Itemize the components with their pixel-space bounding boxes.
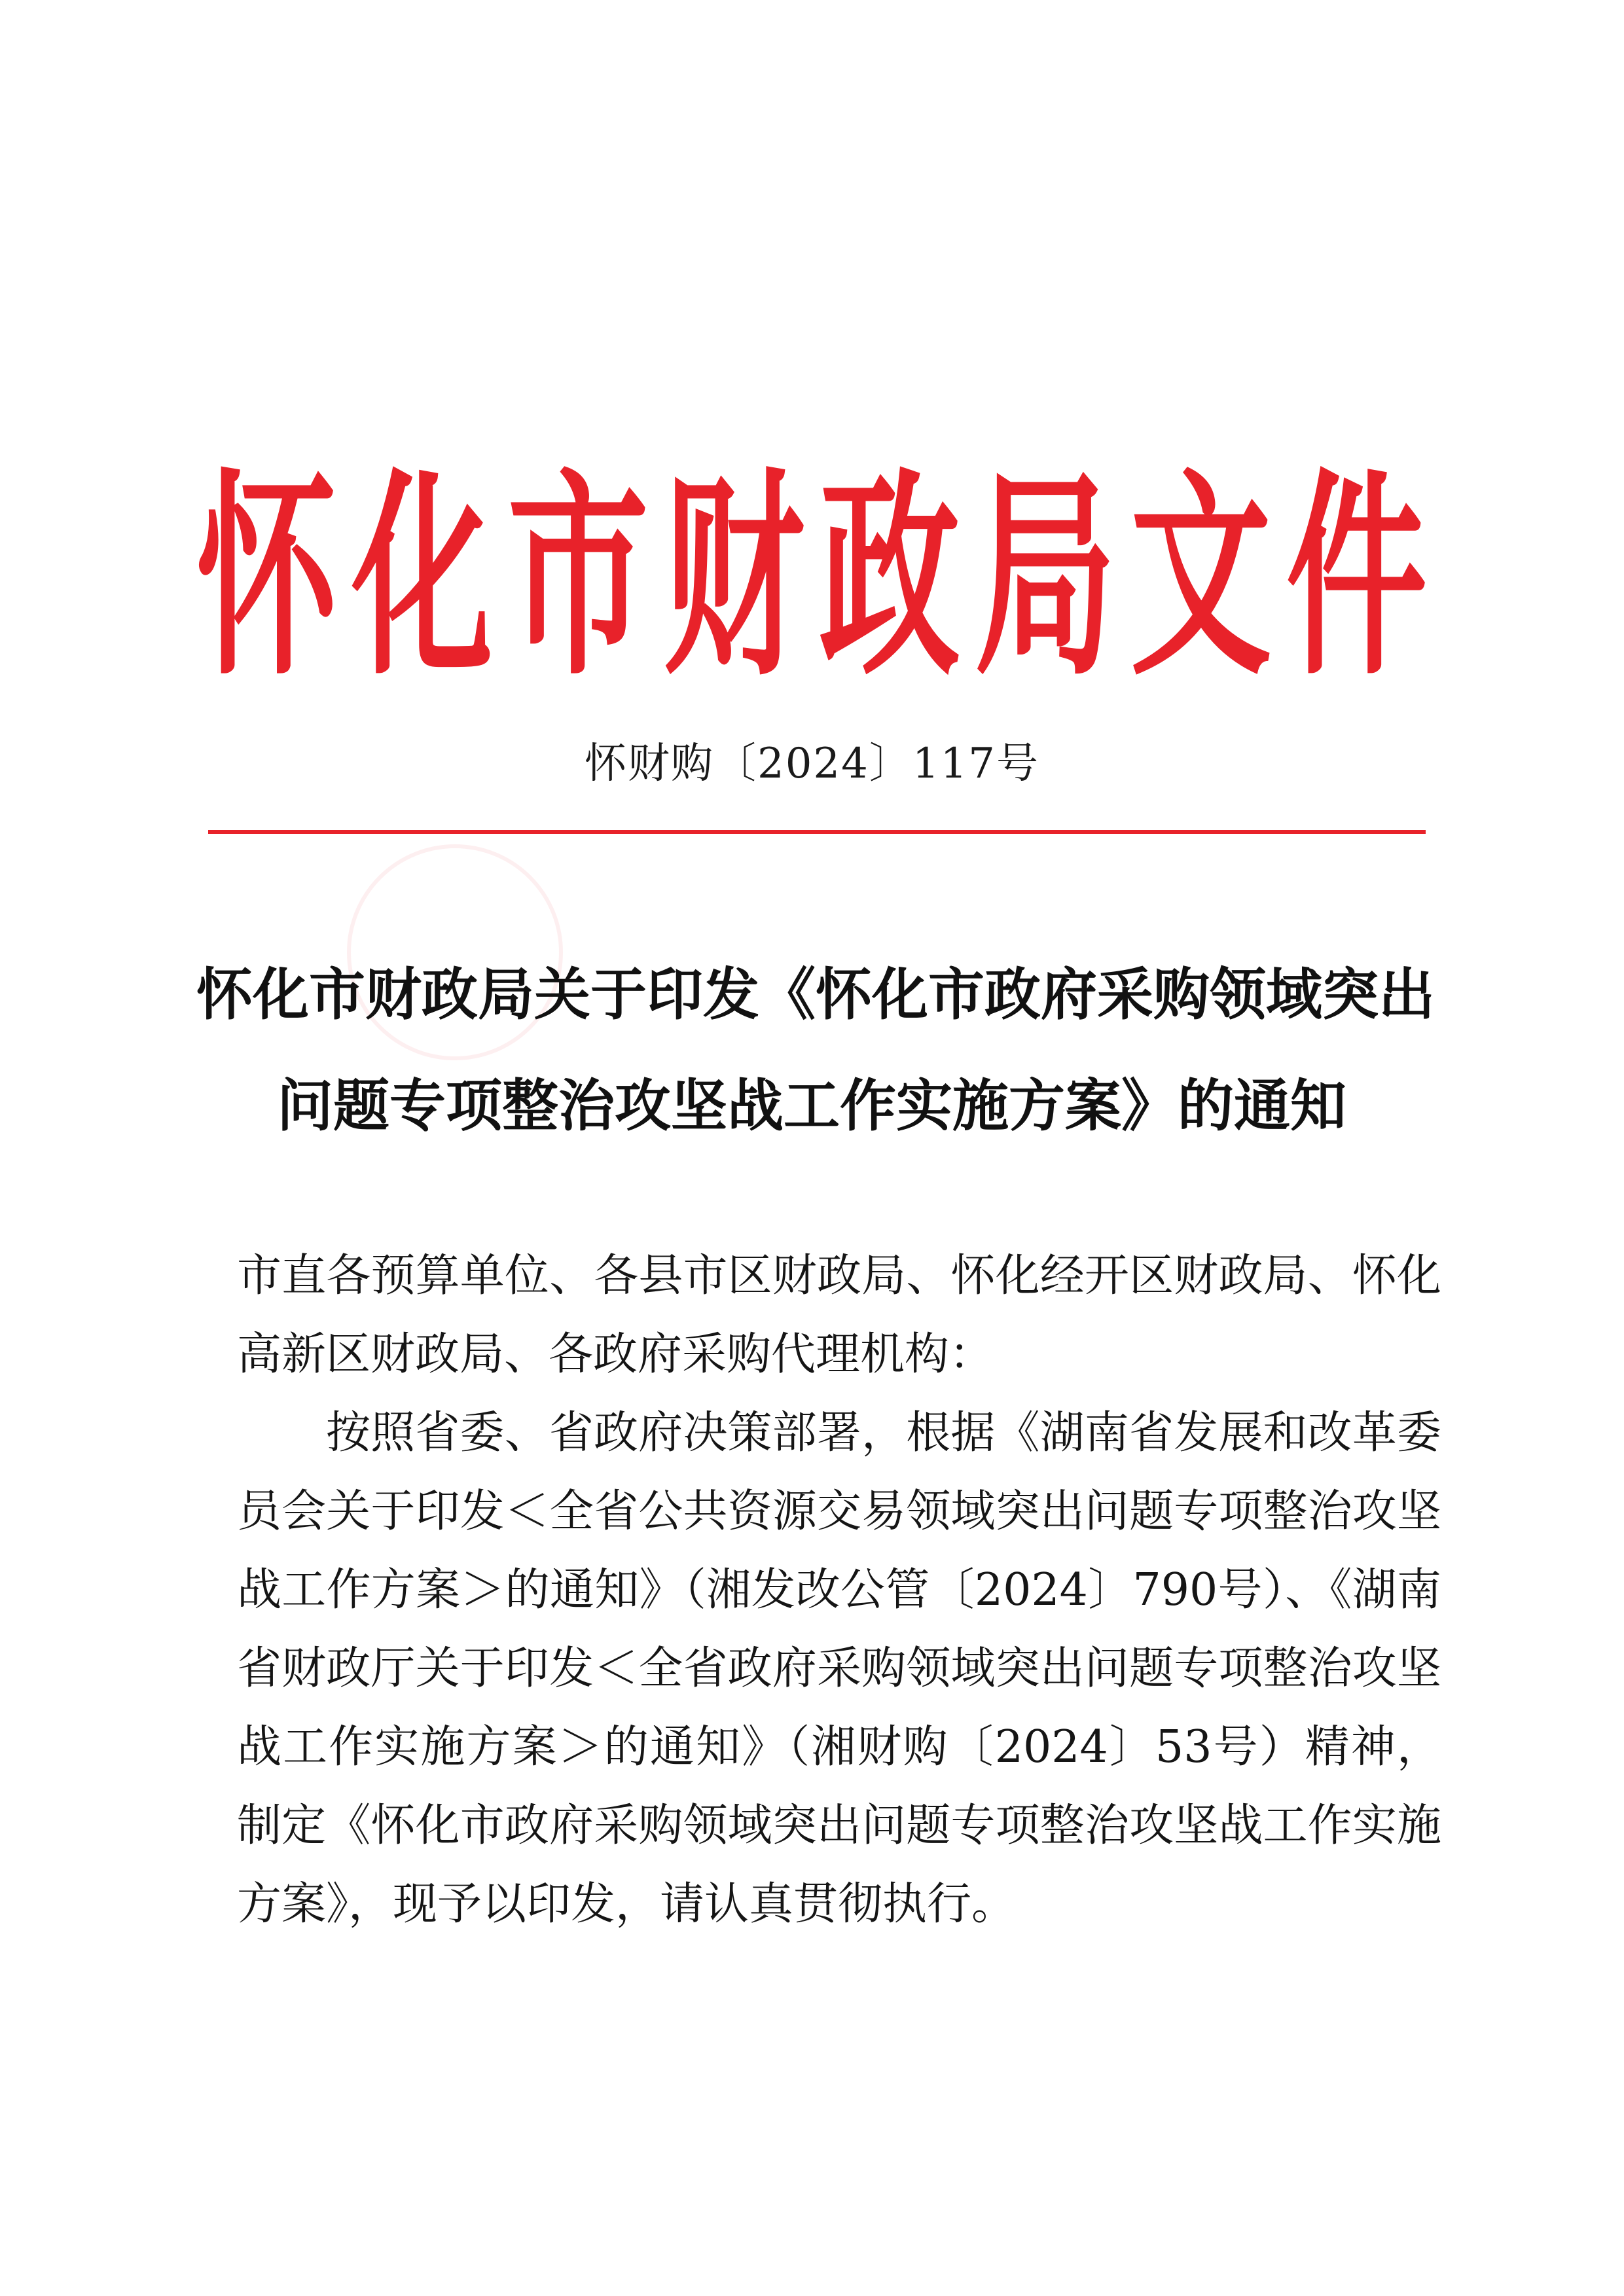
red-separator-line — [208, 830, 1426, 834]
document-title — [196, 939, 1435, 1162]
masthead-char: 怀 — [196, 447, 337, 705]
masthead-char: 件 — [1286, 447, 1427, 705]
masthead-char: 财 — [663, 447, 804, 705]
masthead-char: 化 — [352, 447, 493, 705]
document-number: 怀财购〔2024〕117号 — [584, 740, 1040, 788]
title-line-1: 怀化市财政局关于印发《怀化市政府采购领域突出 — [196, 961, 1435, 1028]
masthead-char: 市 — [507, 447, 649, 705]
masthead-char: 政 — [819, 447, 960, 705]
document-body — [237, 1237, 1441, 1944]
masthead-char: 局 — [975, 447, 1116, 705]
title-line-2: 问题专项整治攻坚战工作实施方案》的通知 — [277, 1073, 1346, 1139]
masthead — [196, 447, 1427, 705]
masthead-char: 文 — [1130, 447, 1272, 705]
addressee: 市直各预算单位、各县市区财政局、怀化经开区财政局、怀化高新区财政局、各政府采购代理机构： — [237, 1250, 1441, 1380]
body-paragraph: 按照省委、省政府决策部署，根据《湖南省发展和改革委员会关于印发＜全省公共资源交易领域突出问题专项整治攻坚战工作方案＞的通知》（湘发改公管〔2024〕790号）、《湖南省财政厅关于印发＜全省政府采购领域突出问题专项整治攻坚战工作实施方案＞的通知》（湘财购〔2024〕53号）精神，制定《怀化市政府采购领域突出问题专项整治攻坚战工作实施方案》，现予以印发，请认真贯彻执行。 — [237, 1407, 1441, 1930]
